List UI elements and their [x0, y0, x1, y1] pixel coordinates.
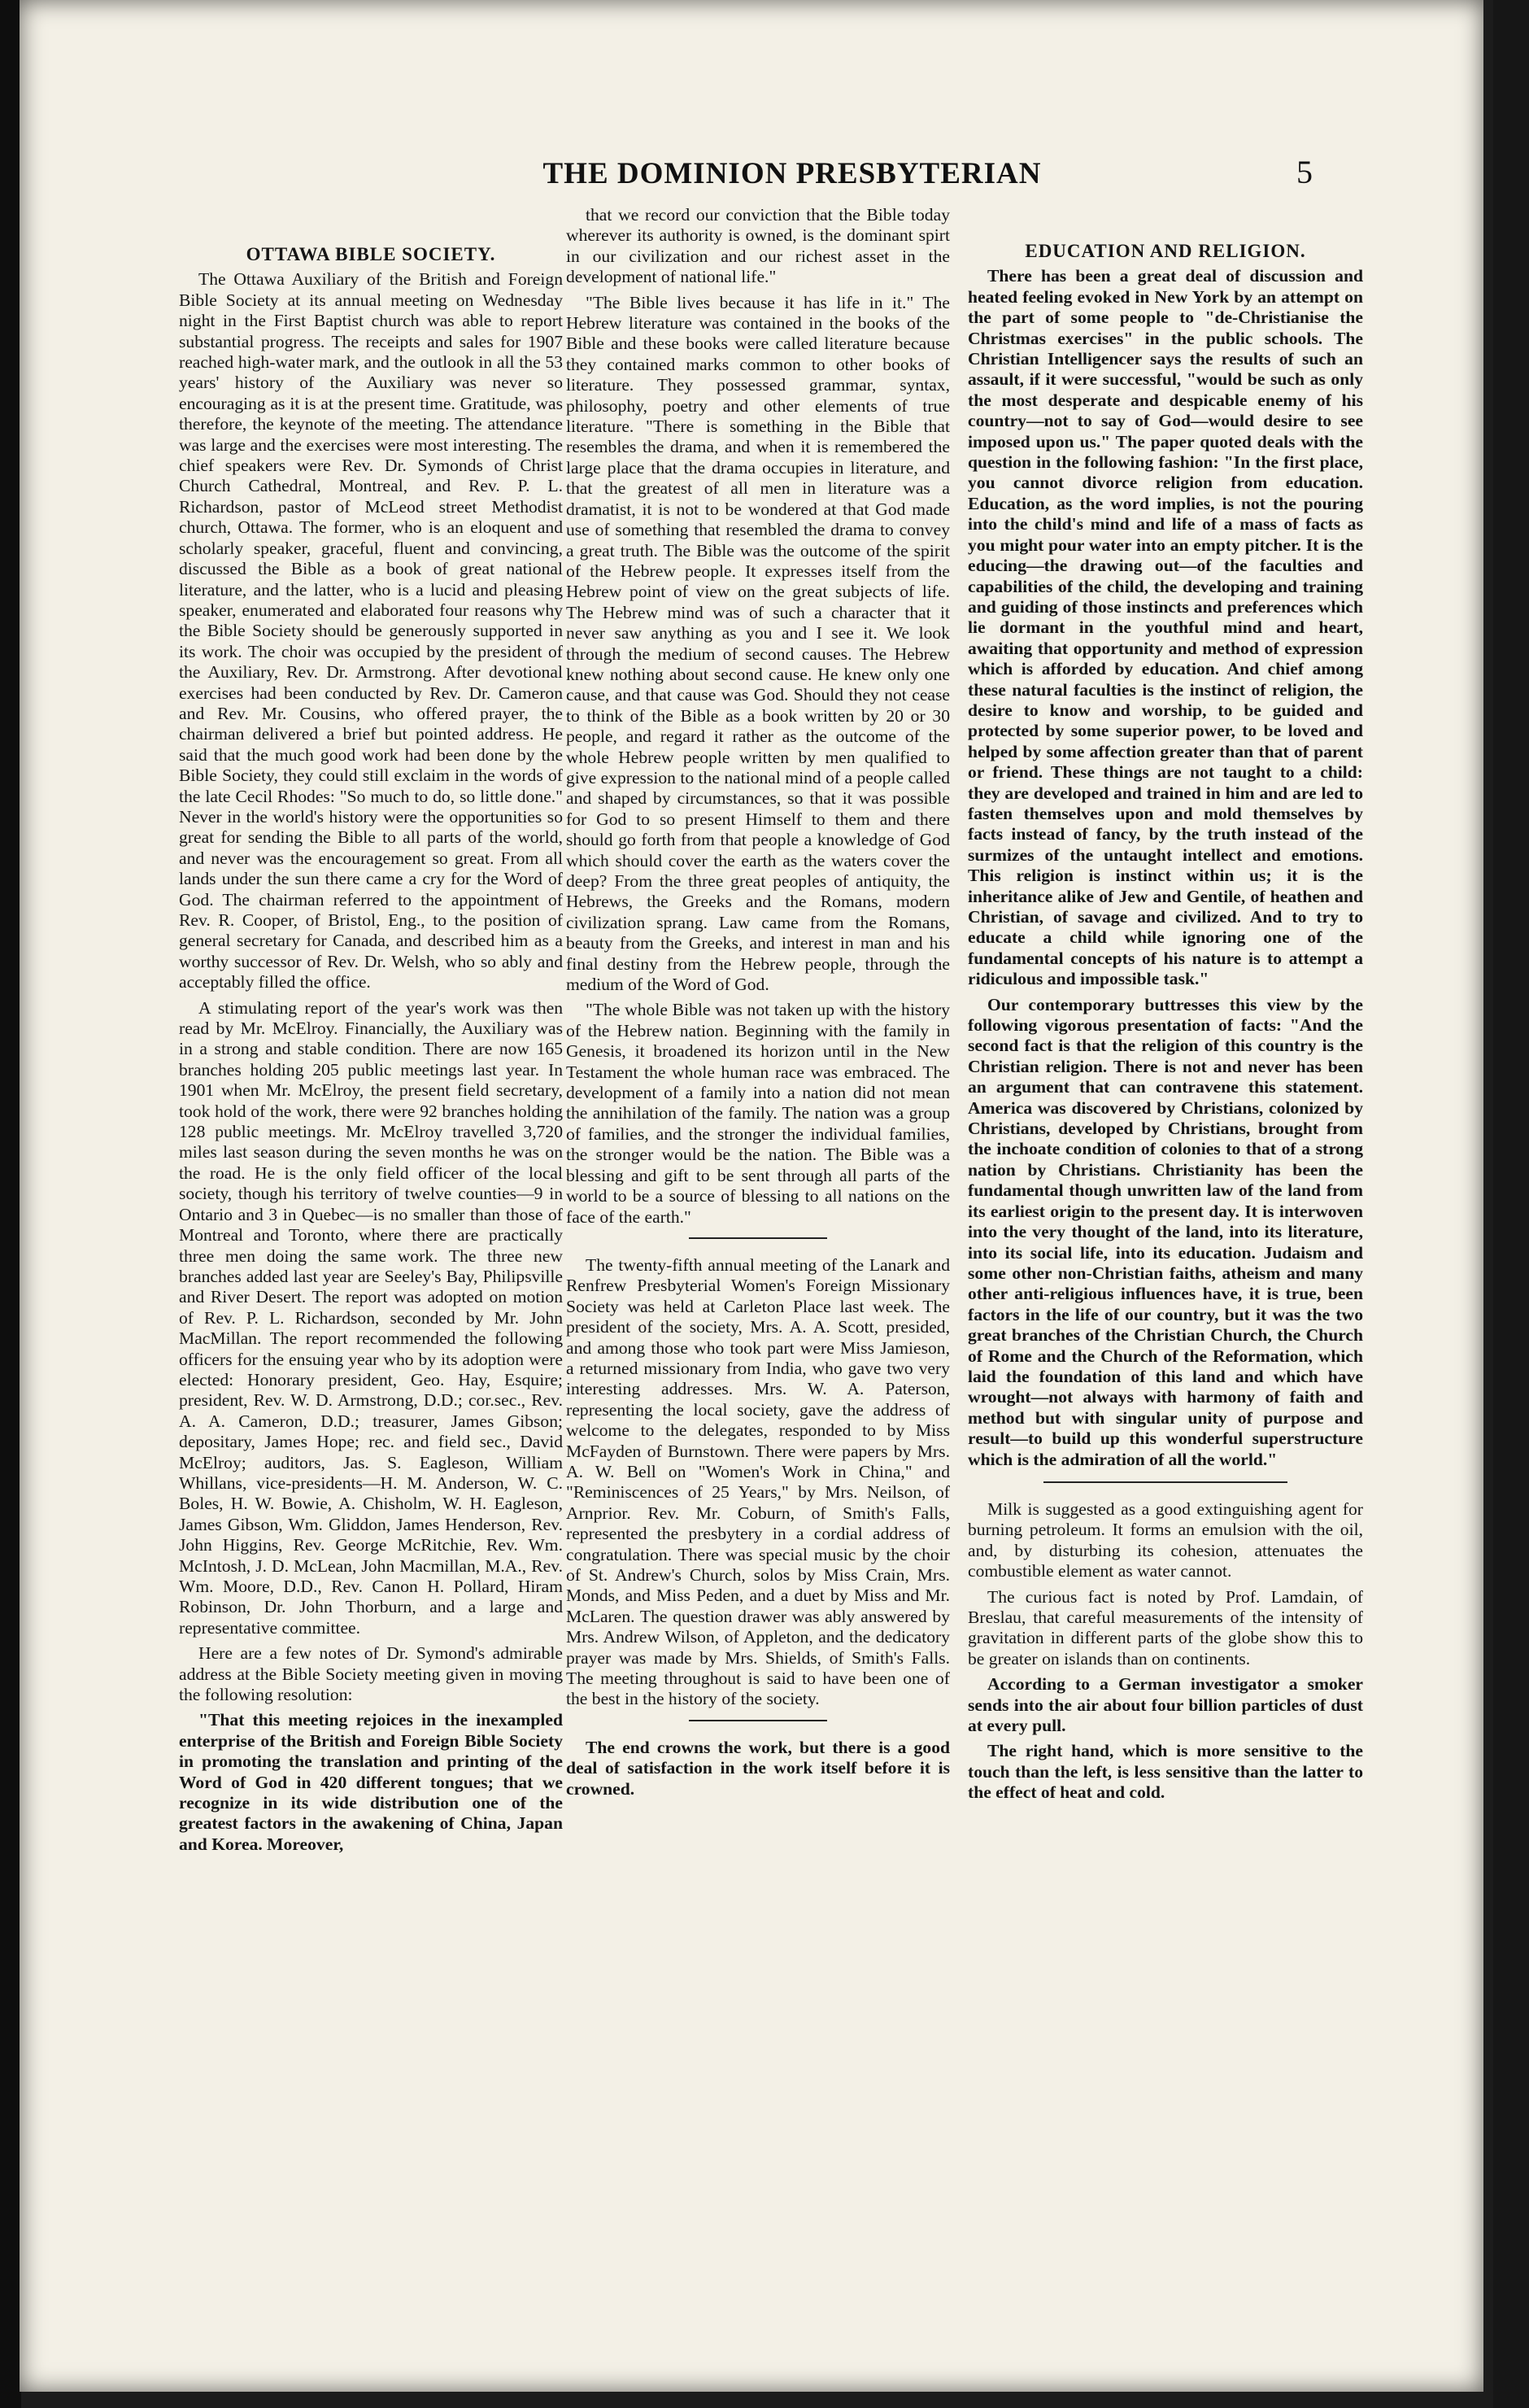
- paragraph-resolution: "That this meeting rejoices in the inexampled enterprise of the British and Foreign Bible Society in promoting the translation and printing of the Word of God in 420 different tongues; that we recognize in its wide distribution one of the greatest factors in the awakening of China, Japan and Korea. Moreover,: [179, 1710, 563, 1854]
- paragraph-wfms-meeting: The twenty-fifth annual meeting of the Lanark and Renfrew Presbyterial Women's Foreign Missionary Society was held at Carleton Place last week. The president of the society, Mrs. A. A. Scott, presided, and among those who took part were Miss Jamieson, a returned missionary from India, who gave two very interesting addresses. Mrs. W. A. Paterson, representing the local society, gave the address of welcome to the delegates, responded to by Miss McFayden of Burnstown. There were papers by Mrs. A. W. Bell on "Women's Work in China," and "Reminiscences of 25 Years," by Mrs. Neilson, of Arnprior. Rev. Mr. Coburn, of Smith's Falls, represented the presbytery in a cordial address of congratulation. There was special music by the choir of St. Andrew's Church, solos by Miss Crain, Mrs. Monds, and Miss Peden, and a duet by Miss and Mr. McLaren. The question drawer was ably answered by Mrs. Andrew Wilson, of Appleton, and the dedicatory prayer was made by Mrs. Shields, of Smith's Falls. The meeting throughout is said to have been one of the best in the history of the society.: [566, 1254, 950, 1709]
- section-divider: [689, 1237, 827, 1239]
- paragraph-gravitation: The curious fact is noted by Prof. Lamdain, of Breslau, that careful measurements of the intensity of gravitation in different parts of the globe show this to be greater on islands than on continents.: [968, 1586, 1363, 1669]
- paragraph: Our contemporary buttresses this view by the following vigorous presentation of facts: "And the second fact is that the religion of this country is the Christian religion. There is not and never has been an argument that can contravene this statement. America was discovered by Christians, colonized by Christians, developed by Christians, brought from the inchoate condition of colonies to that of a strong nation by Christians. Christianity has been the fundamental though unwritten law of the land from its earliest origin to the present day. It is interwoven into the very thought of the land, into its literature, into its social life, into its education. Judaism and some other non-Christian faiths, atheism and many other anti-religious influences have, it is true, been factors in the life of our country, but it was the two great branches of the Christian Church, the Church of Rome and the Church of the Reformation, which laid the foundation of this land and which have wrought—not always with harmony of faith and method but with singular unity of purpose and result—to build up this wonderful superstructure which is the admiration of all the world.": [968, 994, 1363, 1469]
- article-heading-ottawa-bible-society: OTTAWA BIBLE SOCIETY.: [246, 244, 496, 264]
- column-2: [566, 205, 950, 1804]
- newspaper-page: [20, 0, 1483, 2392]
- column-1: [179, 244, 563, 1860]
- scan-edge-right: [1493, 0, 1529, 2408]
- paragraph: There has been a great deal of discussion and heated feeling evoked in New York by an attempt on the part of some people to "de-Christianise the Christmas exercises" in the public schools. The Christian Intelligencer says the results of such an assault, if it were successful, "would be such as only the most desperate and despicable enemy of his country—not to say of God—would desire to see imposed upon us." The paper quoted deals with the question in the following fashion: "In the first place, you cannot divorce religion from education. Education, as the word implies, is not the pouring into the child's mind and life of a mass of facts as you might pour water into an empty pitcher. It is the educing—the drawing out—of the faculties and capabilities of the child, the developing and training and guiding of those instincts and preferences which lie dormant in the youthful mind and heart, awaiting that opportunity and method of expression which is afforded by education. And chief among these natural faculties is the instinct of religion, the desire to know and worship, to be guided and protected by some superior power, to be loved and helped by some affection greater than that of parent or friend. These things are not taught to a child: they are developed and trained in him and are led to fasten themselves upon and mold themselves by facts instead of fancy, by the truth instead of the surmizes of the untaught intellect and emotions. This religion is instinct within us; it is the inheritance alike of Jew and Gentile, of heathen and Christian, of savage and civilized. And to try to educate a child while ignoring one of the fundamental concepts of his nature is to attempt a ridiculous and impossible task.": [968, 266, 1363, 989]
- paragraph: that we record our conviction that the Bible today wherever its authority is owned, is the dominant spirt in our civilization and our richest asset in the development of national life.": [566, 205, 950, 287]
- paragraph-right-hand: The right hand, which is more sensitive to the touch than the left, is less sensitive than the latter to the effect of heat and cold.: [968, 1741, 1363, 1803]
- paragraph: "The whole Bible was not taken up with the history of the Hebrew nation. Beginning with the family in Genesis, it broadened its horizon until in the New Testament the whole human race was embraced. The development of a family into a nation did not mean the annihilation of the family. The nation was a group of families, and the stronger the individual families, the stronger would be the nation. The Bible was a blessing and gift to be sent through all parts of the world to be a source of blessing to all nations on the face of the earth.": [566, 1000, 950, 1227]
- page-number: 5: [1296, 154, 1313, 190]
- paragraph: The Ottawa Auxiliary of the British and Foreign Bible Society at its annual meeting on Wednesday night in the First Baptist church was able to report substantial progress. The receipts and sales for 1907 reached high-water mark, and the outlook in all the 53 years' history of the Auxiliary was never so encouraging as it is at the present time. Gratitude, was therefore, the keynote of the meeting. The attendance was large and the exercises were most interesting. The chief speakers were Rev. Dr. Symonds of Christ Church Cathedral, Montreal, and Rev. P. L. Richardson, pastor of McLeod street Methodist church, Ottawa. The former, who is an eloquent and scholarly speaker, graceful, fluent and convincing, discussed the Bible as a book of great national literature, and the latter, who is a lucid and pleasing speaker, enumerated and elaborated four reasons why the Bible Society should be generously supported in its work. The choir was occupied by the president of the Auxiliary, Rev. Dr. Armstrong. After devotional exercises had been conducted by Rev. Dr. Cameron and Rev. Mr. Cousins, who offered prayer, the chairman delivered a brief but pointed address. He said that the much good work had been done by the Bible Society, they could still exclaim in the words of the late Cecil Rhodes: "So much to do, so little done." Never in the world's history were the opportunities so great for sending the Bible to all parts of the world, and never was the encouragement so great. From all lands under the sun there came a cry for the Word of God. The chairman referred to the appointment of Rev. R. Cooper, of Bristol, Eng., to the position of general secretary for Canada, and described him as a worthy successor of Rev. Dr. Welsh, who so ably and acceptably filled the office.: [179, 269, 563, 992]
- section-divider: [1043, 1481, 1287, 1483]
- article-heading-education-and-religion: EDUCATION AND RELIGION.: [1025, 241, 1306, 261]
- paragraph-smoker: According to a German investigator a smoker sends into the air about four billion particles of dust at every pull.: [968, 1674, 1363, 1736]
- scan-edge-left: [0, 0, 21, 2408]
- masthead-title: THE DOMINION PRESBYTERIAN: [542, 157, 1042, 190]
- paragraph: "The Bible lives because it has life in it." The Hebrew literature was contained in the books of the Bible and these books were called literature because they contained marks common to other books of literature. They possessed grammar, syntax, philosophy, poetry and other elements of true literature. "There is something in the Bible that resembles the drama, and when it is remembered the large place that the drama occupies in literature, and that the greatest of all men in literature was a dramatist, it is not to be wondered at that God made use of something that resembled the drama to convey a great truth. The Bible was the outcome of the spirit of the Hebrew people. It expresses itself from the Hebrew point of view on the great subjects of life. The Hebrew mind was of such a character that it never saw anything as you and I see it. We look through the medium of second causes. The Hebrew knew nothing about second cause. He knew only one cause, and that cause was God. Should they not cease to think of the Bible as a book written by 20 or 30 people, and regard it rather as the outcome of the whole Hebrew people written by men qualified to give expression to the national mind of a people called and shaped by circumstances, so that it was possible for God to so present Himself to them and there should go forth from that people a knowledge of God which should cover the earth as the waters cover the deep? From the three great peoples of antiquity, the Hebrews, the Greeks and the Romans, modern civilization sprang. Law came from the Romans, beauty from the Greeks, and interest in man and his final destiny from the Hebrew people, through the medium of the Word of God.: [566, 292, 950, 995]
- section-divider: [689, 1720, 827, 1721]
- page-header: [20, 156, 1483, 205]
- paragraph: A stimulating report of the year's work was then read by Mr. McElroy. Financially, the Auxiliary was in a strong and stable condition. There are now 165 branches holding 205 public meetings last year. In 1901 when Mr. McElroy, the present field secretary, took hold of the work, there were 92 branches holding 128 public meetings. Mr. McElroy travelled 3,720 miles last season during the seven months he was on the road. He is the only field officer of the local society, though his territory of twelve counties—9 in Ontario and 3 in Quebec—is no smaller than those of Montreal and Toronto, where there are practically three men doing the same work. The three new branches added last year are Seeley's Bay, Philipsville and River Desert. The report was adopted on motion of Rev. P. L. Richardson, seconded by Mr. John MacMillan. The report recommended the following officers for the ensuing year who by its adoption were elected: Honorary president, Geo. Hay, Esquire; president, Rev. W. D. Armstrong, D.D.; cor.sec., Rev. A. A. Cameron, D.D.; treasurer, James Gibson; depositary, James Hope; rec. and field sec., David McElroy; auditors, Jas. S. Eagleson, William Whillans, vice-presidents—H. M. Anderson, W. C. Boles, H. W. Bowie, A. Chisholm, W. H. Eagleson, James Gibson, Wm. Gliddon, James Henderson, Rev. John Higgins, Rev. George McRitchie, Rev. Wm. McIntosh, J. D. McLean, John Macmillan, M.A., Rev. Wm. Moore, D.D., Rev. Canon H. Pollard, Hiram Robinson, Dr. John Thorburn, and a large and representative committee.: [179, 997, 563, 1638]
- column-3: [968, 241, 1363, 1808]
- paragraph-milk: Milk is suggested as a good extinguishing agent for burning petroleum. It forms an emulsion with the oil, and, by disturbing its cohesion, attenuates the combustible element as water cannot.: [968, 1498, 1363, 1581]
- paragraph: The end crowns the work, but there is a good deal of satisfaction in the work itself before it is crowned.: [566, 1737, 950, 1799]
- paragraph: Here are a few notes of Dr. Symond's admirable address at the Bible Society meeting given in moving the following resolution:: [179, 1643, 563, 1705]
